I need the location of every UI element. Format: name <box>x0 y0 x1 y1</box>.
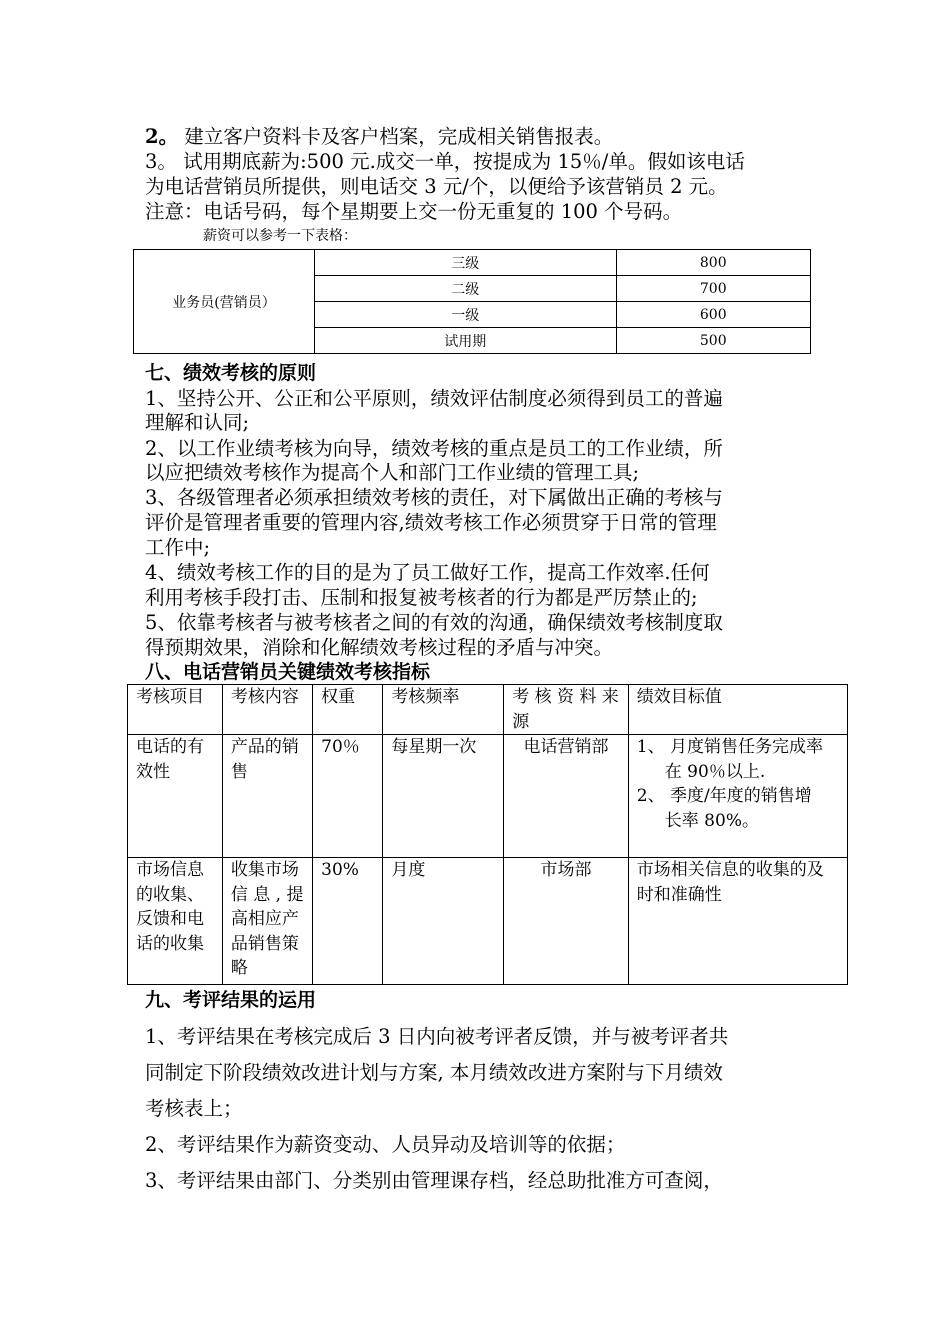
kpi-source: 电话营销部 <box>504 735 629 858</box>
section9-line: 考核表上； <box>145 1097 243 1120</box>
kpi-header-item: 考核项目 <box>128 685 223 735</box>
section7-heading: 七、绩效考核的原则 <box>145 362 317 384</box>
kpi-content: 产品的销售 <box>222 735 312 858</box>
kpi-header-frequency: 考核频率 <box>383 685 504 735</box>
salary-level: 三级 <box>315 250 617 276</box>
kpi-table <box>127 684 848 985</box>
section7-line: 得预期效果，消除和化解绩效考核过程的矛盾与冲突。 <box>145 636 614 659</box>
kpi-weight: 70％ <box>313 735 383 858</box>
salary-table-caption: 薪资可以参考一下表格： <box>203 228 357 244</box>
section7-line: 评价是管理者重要的管理内容,绩效考核工作必须贯穿于日常的管理 <box>145 511 717 534</box>
section7-line: 工作中; <box>145 536 211 559</box>
kpi-goal <box>628 735 847 858</box>
salary-level: 试用期 <box>315 328 617 354</box>
kpi-weight: 30% <box>313 858 383 985</box>
section7-line: 理解和认同; <box>145 411 250 434</box>
kpi-row <box>128 858 848 985</box>
kpi-header-goal: 绩效目标值 <box>628 685 847 735</box>
kpi-item: 电话的有效性 <box>128 735 223 858</box>
kpi-goal: 市场相关信息的收集的及时和准确性 <box>628 858 847 985</box>
intro-line-4: 注意：电话号码，每个星期要上交一份无重复的 100 个号码。 <box>145 200 683 223</box>
kpi-frequency: 月度 <box>383 858 504 985</box>
section8-heading: 八、电话营销员关键绩效考核指标 <box>145 661 431 683</box>
intro-line-2: 3。 试用期底薪为:500 元.成交一单，按提成为 15％/单。假如该电话 <box>145 150 745 173</box>
salary-amount: 800 <box>616 250 810 276</box>
section7-line: 以应把绩效考核作为提高个人和部门工作业绩的管理工具; <box>145 461 640 484</box>
section7-line: 3、各级管理者必须承担绩效考核的责任，对下属做出正确的考核与 <box>145 486 723 509</box>
salary-level: 一级 <box>315 302 617 328</box>
section7-line: 1、坚持公开、公正和公平原则，绩效评估制度必须得到员工的普遍 <box>145 387 723 410</box>
section9-line: 3、考评结果由部门、分类别由管理课存档，经总助批准方可查阅， <box>145 1169 723 1192</box>
section9-line: 1、考评结果在考核完成后 3 日内向被考评者反馈，并与被考评者共 <box>145 1025 729 1048</box>
salary-amount: 700 <box>616 276 810 302</box>
kpi-item: 市场信息的收集、反馈和电话的收集 <box>128 858 223 985</box>
intro-line-1: 2。 建立客户资料卡及客户档案，完成相关销售报表。 <box>145 125 614 148</box>
salary-level: 二级 <box>315 276 617 302</box>
section9-heading: 九、考评结果的运用 <box>145 989 317 1011</box>
kpi-frequency: 每星期一次 <box>383 735 504 858</box>
kpi-goal-line: 在 90％以上. <box>664 761 766 782</box>
kpi-header-weight: 权重 <box>313 685 383 735</box>
intro-line-3: 为电话营销员所提供，则电话交 3 元/个，以便给予该营销员 2 元。 <box>145 175 728 198</box>
section7-line: 利用考核手段打击、压制和报复被考核者的行为都是严厉禁止的; <box>145 586 698 609</box>
kpi-header-row <box>128 685 848 735</box>
kpi-header-source-text: 考 核 资 料 来 源 <box>512 687 619 732</box>
kpi-header-source <box>504 685 629 735</box>
section7-line: 4、绩效考核工作的目的是为了员工做好工作，提高工作效率.任何 <box>145 561 710 584</box>
kpi-goal-line: 2、 季度/年度的销售增 <box>636 786 812 806</box>
section7-line: 5、依靠考核者与被考核者之间的有效的沟通，确保绩效考核制度取 <box>145 611 723 634</box>
section7-line: 2、以工作业绩考核为向导，绩效考核的重点是员工的工作业绩，所 <box>145 437 723 460</box>
kpi-header-content: 考核内容 <box>222 685 312 735</box>
section9-line: 同制定下阶段绩效改进计划与方案, 本月绩效改进方案附与下月绩效 <box>145 1061 723 1084</box>
section9-line: 2、考评结果作为薪资变动、人员异动及培训等的依据； <box>145 1133 626 1156</box>
salary-amount: 500 <box>616 328 810 354</box>
kpi-content: 收集市场信 息 , 提高相应产品销售策略 <box>222 858 312 985</box>
kpi-goal-line: 长率 80%。 <box>664 810 759 831</box>
kpi-goal-line: 1、 月度销售任务完成率 <box>636 737 824 757</box>
salary-amount: 600 <box>616 302 810 328</box>
salary-role-cell: 业务员(营销员） <box>134 250 315 354</box>
salary-table <box>133 249 811 354</box>
kpi-row <box>128 735 848 858</box>
salary-row <box>134 250 811 276</box>
kpi-source: 市场部 <box>504 858 629 985</box>
